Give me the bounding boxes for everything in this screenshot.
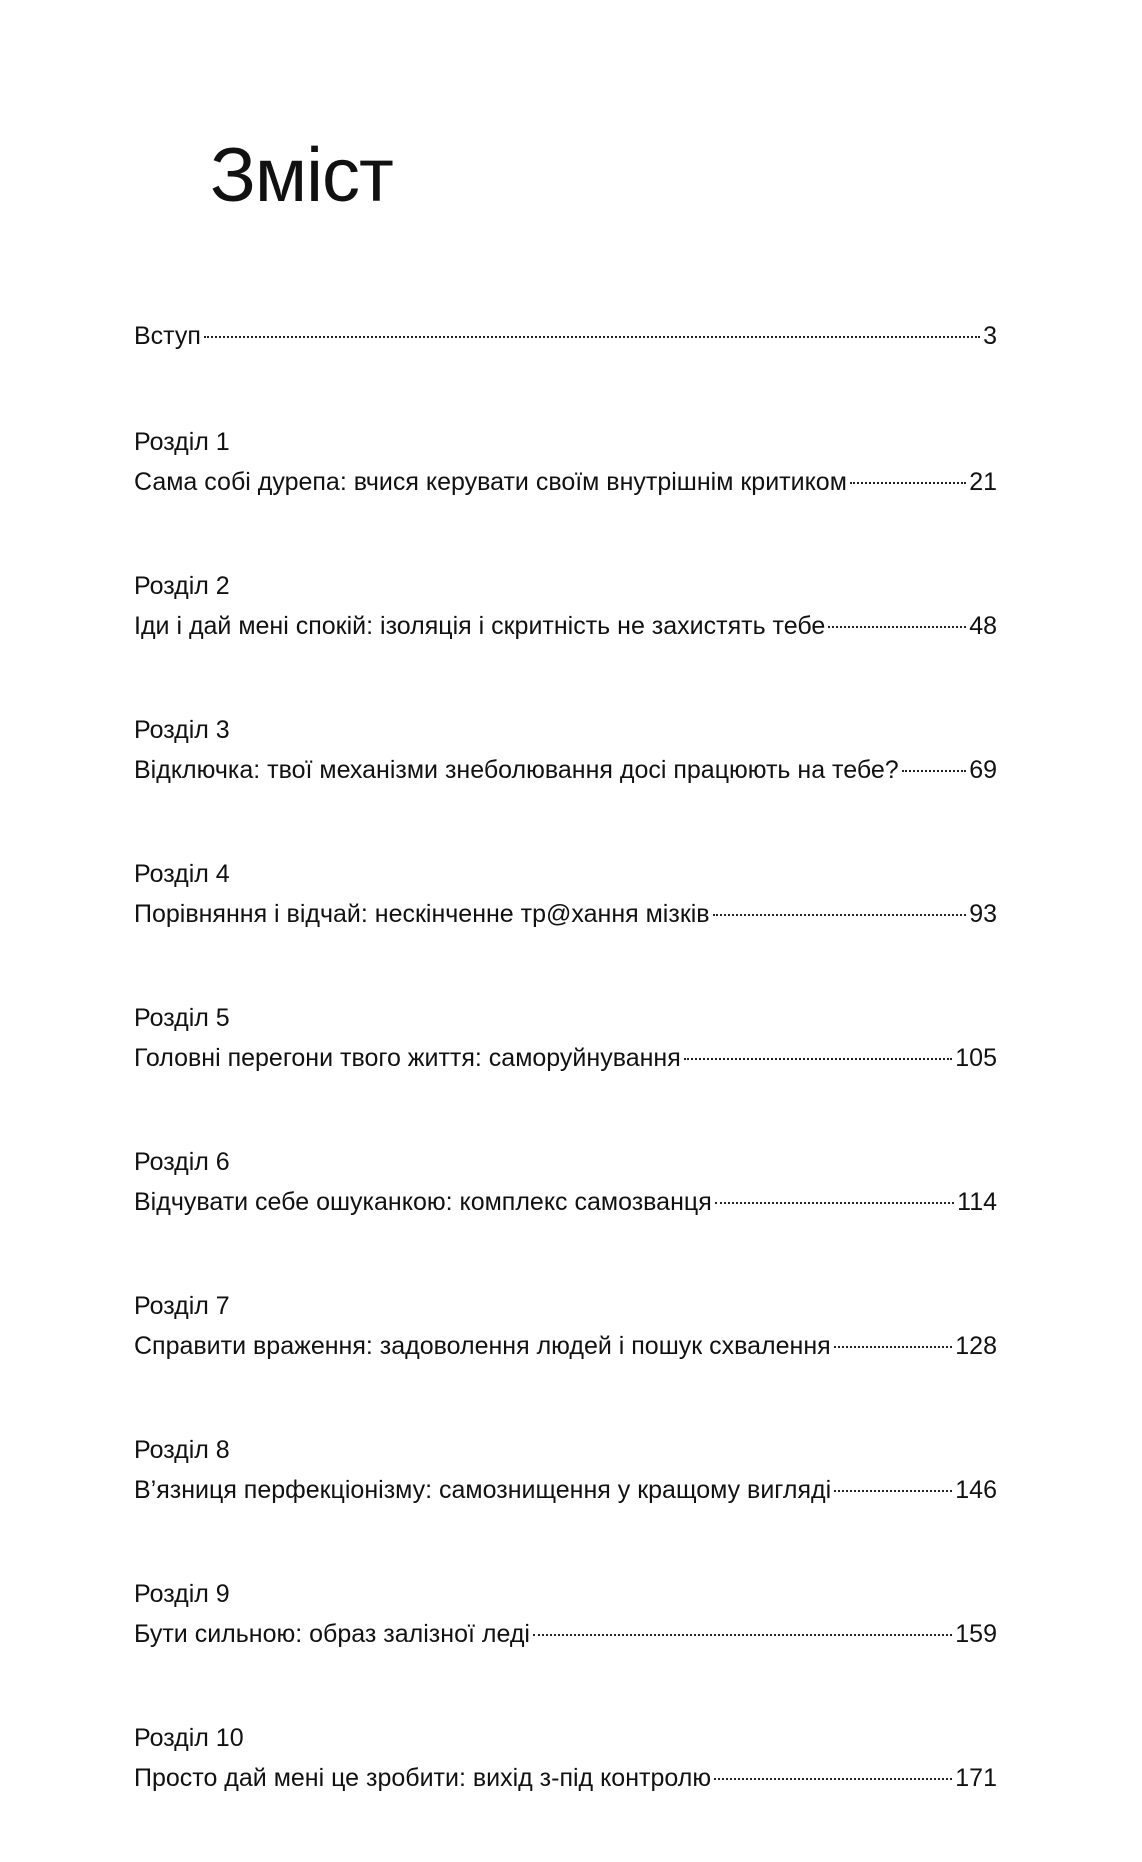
toc-chapter-9[interactable] bbox=[134, 1574, 997, 1654]
toc-page-number: 159 bbox=[955, 1620, 997, 1648]
toc-chapter-3[interactable] bbox=[134, 710, 997, 790]
chapter-label: Розділ 2 bbox=[134, 572, 230, 600]
dot-leader bbox=[533, 1634, 952, 1636]
toc-entry-title: В’язниця перфекціонізму: самознищення у кращому вигляді bbox=[134, 1476, 832, 1504]
toc-line bbox=[134, 1758, 997, 1798]
toc-line bbox=[134, 1470, 997, 1510]
chapter-label: Розділ 5 bbox=[134, 1004, 230, 1032]
toc-page-number: 105 bbox=[955, 1044, 997, 1072]
toc-line bbox=[134, 1614, 997, 1654]
toc-line bbox=[134, 1326, 997, 1366]
toc-page-number: 69 bbox=[969, 756, 997, 784]
toc-line bbox=[134, 316, 997, 356]
toc-entry-title: Бути сильною: образ залізної леді bbox=[134, 1620, 530, 1648]
dot-leader bbox=[204, 336, 980, 338]
toc-chapter-7[interactable] bbox=[134, 1286, 997, 1366]
page-title: Зміст bbox=[210, 133, 393, 218]
dot-leader bbox=[834, 1346, 953, 1348]
dot-leader bbox=[902, 770, 967, 772]
toc-page-number: 48 bbox=[969, 612, 997, 640]
chapter-label: Розділ 4 bbox=[134, 860, 230, 888]
toc-page-number: 171 bbox=[955, 1764, 997, 1792]
chapter-label: Розділ 10 bbox=[134, 1724, 244, 1752]
dot-leader bbox=[850, 482, 966, 484]
toc-entry-title: Вступ bbox=[134, 322, 201, 350]
toc-line bbox=[134, 750, 997, 790]
toc-chapter-10[interactable] bbox=[134, 1718, 997, 1798]
toc-entry-title: Відчувати себе ошуканкою: комплекс самозванця bbox=[134, 1188, 712, 1216]
toc-page-number: 128 bbox=[955, 1332, 997, 1360]
toc-entry-title: Головні перегони твого життя: саморуйнування bbox=[134, 1044, 681, 1072]
chapter-label: Розділ 3 bbox=[134, 716, 230, 744]
toc-entry-title: Порівняння і відчай: нескінченне тр@хання мізків bbox=[134, 900, 710, 928]
chapter-label: Розділ 7 bbox=[134, 1292, 230, 1320]
toc-line bbox=[134, 894, 997, 934]
toc-entry-title: Просто дай мені це зробити: вихід з-під контролю bbox=[134, 1764, 712, 1792]
toc-page-number: 21 bbox=[969, 468, 997, 496]
toc-line bbox=[134, 1038, 997, 1078]
dot-leader bbox=[834, 1490, 952, 1492]
dot-leader bbox=[713, 914, 967, 916]
toc-line bbox=[134, 462, 997, 502]
toc-page-number: 93 bbox=[969, 900, 997, 928]
table-of-contents bbox=[134, 316, 997, 1862]
toc-chapter-1[interactable] bbox=[134, 422, 997, 502]
toc-entry-intro[interactable] bbox=[134, 316, 997, 356]
toc-page-number: 114 bbox=[957, 1188, 997, 1216]
toc-chapter-8[interactable] bbox=[134, 1430, 997, 1510]
toc-entry-title: Сама собі дурепа: вчися керувати своїм внутрішнім критиком bbox=[134, 468, 847, 496]
toc-chapter-6[interactable] bbox=[134, 1142, 997, 1222]
chapter-label: Розділ 6 bbox=[134, 1148, 230, 1176]
dot-leader bbox=[684, 1058, 953, 1060]
dot-leader bbox=[714, 1778, 952, 1780]
toc-line bbox=[134, 1182, 997, 1222]
toc-entry-title: Відключка: твої механізми знеболювання досі працюють на тебе? bbox=[134, 756, 899, 784]
toc-line bbox=[134, 606, 997, 646]
chapter-label: Розділ 8 bbox=[134, 1436, 230, 1464]
chapter-label: Розділ 9 bbox=[134, 1580, 230, 1608]
toc-chapter-2[interactable] bbox=[134, 566, 997, 646]
toc-chapter-4[interactable] bbox=[134, 854, 997, 934]
dot-leader bbox=[828, 626, 966, 628]
toc-page-number: 3 bbox=[983, 322, 997, 350]
dot-leader bbox=[715, 1202, 954, 1204]
toc-entry-title: Іди і дай мені спокій: ізоляція і скритність не захистять тебе bbox=[134, 612, 826, 640]
toc-chapter-5[interactable] bbox=[134, 998, 997, 1078]
chapter-label: Розділ 1 bbox=[134, 428, 230, 456]
toc-entry-title: Справити враження: задоволення людей і пошук схвалення bbox=[134, 1332, 831, 1360]
toc-page-number: 146 bbox=[955, 1476, 997, 1504]
